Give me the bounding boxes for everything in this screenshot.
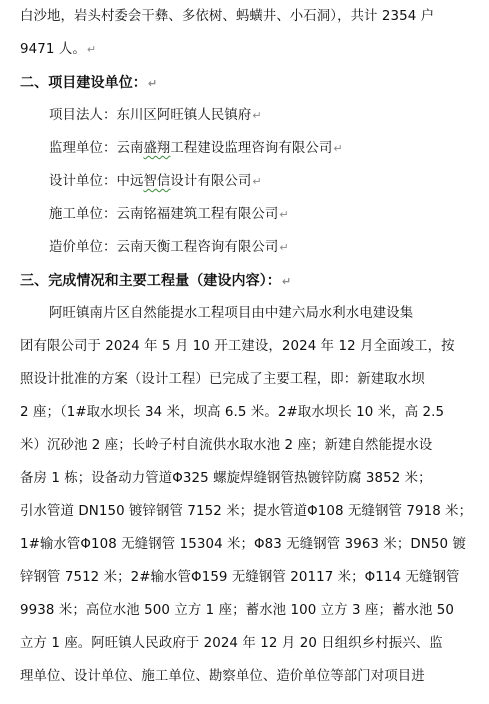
body-line: 9938 米；高位水池 500 立方 1 座；蓄水池 100 立方 3 座；蓄水池 50 (20, 603, 455, 618)
section-2-heading-text: 二、项目建设单位： (20, 75, 147, 91)
paragraph-mark: ↵ (333, 142, 343, 155)
project-owner-text: 项目法人：东川区阿旺镇人民镇府 (49, 108, 252, 123)
body-line: 理单位、设计单位、施工单位、勘察单位、造价单位等部门对项目进 (20, 669, 425, 684)
supervisor-line (49, 140, 343, 158)
body-line: 2 座；（1#取水坝长 34 米，坝高 6.5 米。2#取水坝长 10 米，高 2.5 (20, 405, 445, 420)
body-line: 1#输水管Φ108 无缝钢管 15304 米；Φ83 无缝钢管 3963 米；DN50 镀 (20, 537, 467, 552)
paragraph-mark: ↵ (281, 275, 292, 288)
intro-text-line-2-text: 9471 人。 (20, 42, 86, 57)
cost-consultant-text: 造价单位：云南天衡工程咨询有限公司 (49, 240, 279, 255)
body-line: 团有限公司于 2024 年 5 月 10 开工建设，2024 年 12 月全面竣工，按 (20, 339, 455, 354)
body-line: 锌钢管 7512 米；2#输水管Φ159 无缝钢管 20117 米；Φ114 无缝钢管 (20, 570, 460, 585)
body-line: 照设计批准的方案（设计工程）已完成了主要工程，即：新建取水坝 (20, 372, 425, 387)
paragraph-mark: ↵ (86, 43, 97, 56)
section-2-heading (20, 74, 157, 93)
designer-prefix: 设计单位：中远 (49, 174, 144, 189)
body-line: 阿旺镇南片区自然能提水工程项目由中建六局水利水电建设集 (49, 306, 414, 321)
section-3-heading (20, 272, 291, 291)
intro-text-line-2 (20, 41, 96, 59)
body-line: 引水管道 DN150 镀锌钢管 7152 米；提水管道Φ108 无缝钢管 7918 米； (20, 504, 473, 519)
constructor-text: 施工单位：云南铭福建筑工程有限公司 (49, 207, 279, 222)
cost-consultant-line (49, 239, 289, 257)
designer-spellcheck-word: 智信 (143, 174, 171, 189)
body-line: 米）沉砂池 2 座；长岭子村自流供水取水池 2 座；新建自然能提水设 (20, 438, 433, 453)
constructor-line (49, 206, 289, 224)
body-line: 立方 1 座。阿旺镇人民政府于 2024 年 12 月 20 日组织乡村振兴、监 (20, 636, 443, 651)
paragraph-mark: ↵ (279, 241, 289, 254)
paragraph-mark: ↵ (279, 208, 289, 221)
section-3-heading-text: 三、完成情况和主要工程量（建设内容）： (20, 273, 281, 289)
supervisor-suffix: 工程建设监理咨询有限公司 (170, 141, 333, 156)
designer-suffix: 设计有限公司 (170, 174, 252, 189)
paragraph-mark: ↵ (147, 77, 158, 90)
supervisor-prefix: 监理单位：云南 (49, 141, 144, 156)
project-owner-line (49, 107, 262, 125)
paragraph-mark: ↵ (252, 109, 262, 122)
intro-text-line-1: 白沙地，岩头村委会干彝、多依树、蚂蟥井、小石洞），共计 2354 户 (20, 9, 435, 24)
body-line: 备房 1 栋；设备动力管道Φ325 螺旋焊缝钢管热镀锌防腐 3852 米； (20, 471, 432, 486)
supervisor-spellcheck-word: 盛翔 (143, 141, 171, 156)
paragraph-mark: ↵ (252, 175, 262, 188)
designer-line (49, 173, 262, 191)
